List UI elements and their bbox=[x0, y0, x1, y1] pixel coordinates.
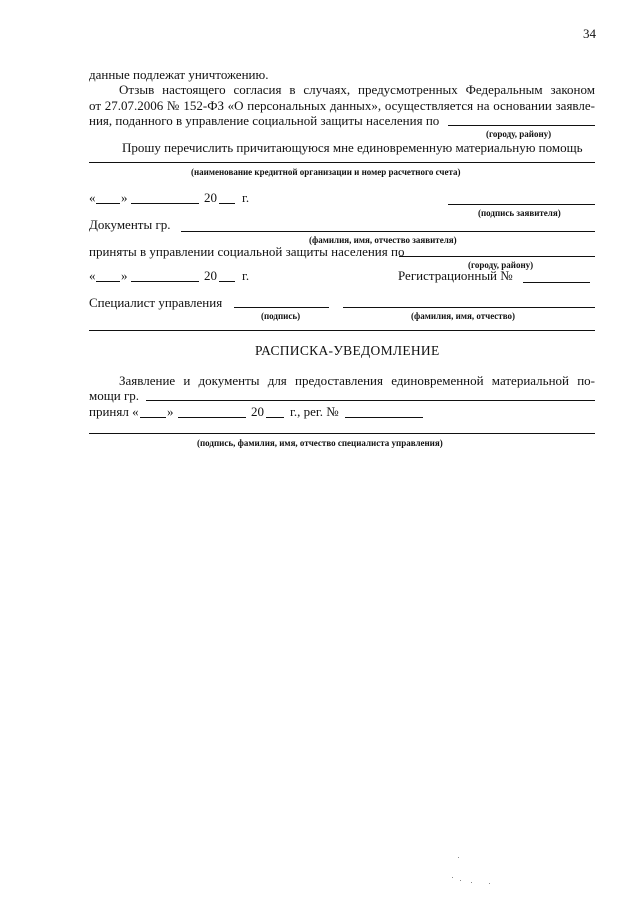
applicant-fio-field[interactable] bbox=[181, 231, 595, 232]
receipt-line-1: Заявление и документы для предоставления единовременной материальной по- bbox=[119, 373, 595, 388]
receipt-month-field[interactable] bbox=[178, 417, 246, 418]
receipt-title: РАСПИСКА-УВЕДОМЛЕНИЕ bbox=[255, 343, 440, 358]
date1-year-prefix: 20 bbox=[204, 190, 217, 205]
consent-line-1: данные подлежат уничтожению. bbox=[89, 67, 269, 82]
specialist-signature-field[interactable] bbox=[234, 307, 329, 308]
scan-speck bbox=[460, 880, 461, 881]
documents-label: Документы гр. bbox=[89, 217, 171, 232]
receipt-specialist-caption: (подпись, фамилия, имя, отчество специалиста управления) bbox=[197, 438, 443, 448]
scan-speck bbox=[471, 882, 472, 883]
registration-label: Регистрационный № bbox=[398, 268, 513, 283]
receipt-quote-close: » bbox=[167, 404, 174, 419]
date1-month-field[interactable] bbox=[131, 203, 199, 204]
date1-year-suffix: г. bbox=[242, 190, 250, 205]
date2-quote-open: « bbox=[89, 268, 96, 283]
date1-year-field[interactable] bbox=[219, 203, 235, 204]
date1-day-field[interactable] bbox=[96, 203, 120, 204]
scan-speck bbox=[458, 857, 459, 858]
date1-quote-close: » bbox=[121, 190, 128, 205]
registration-number-field[interactable] bbox=[523, 282, 590, 283]
consent-line-4: ния, поданного в управление социальной защиты населения по bbox=[89, 113, 440, 128]
bank-account-caption: (наименование кредитной организации и номер расчетного счета) bbox=[191, 167, 461, 177]
specialist-signature-caption: (подпись) bbox=[261, 311, 301, 321]
date2-day-field[interactable] bbox=[96, 281, 120, 282]
date1-quote-open: « bbox=[89, 190, 96, 205]
consent-city-field[interactable] bbox=[448, 125, 595, 126]
receipt-fio-field[interactable] bbox=[146, 400, 595, 401]
specialist-label: Специалист управления bbox=[89, 295, 223, 310]
receipt-year-prefix: 20 bbox=[251, 404, 264, 419]
consent-city-caption: (городу, району) bbox=[486, 129, 552, 139]
bank-account-field[interactable] bbox=[89, 162, 595, 163]
scan-speck bbox=[452, 877, 453, 878]
section-divider bbox=[89, 330, 595, 331]
applicant-signature-field[interactable] bbox=[448, 204, 595, 205]
documents-city-field[interactable] bbox=[399, 256, 595, 257]
receipt-accepted-prefix: принял « bbox=[89, 404, 139, 419]
date2-month-field[interactable] bbox=[131, 281, 199, 282]
scan-speck bbox=[489, 883, 490, 884]
request-text: Прошу перечислить причитающуюся мне единовременную материальную помощь bbox=[122, 140, 583, 155]
date2-year-prefix: 20 bbox=[204, 268, 217, 283]
date2-year-field[interactable] bbox=[219, 281, 235, 282]
receipt-reg-number-field[interactable] bbox=[345, 417, 423, 418]
applicant-fio-caption: (фамилия, имя, отчество заявителя) bbox=[309, 235, 457, 245]
consent-line-3: от 27.07.2006 № 152-ФЗ «О персональных данных», осуществляется на основании заявле- bbox=[89, 98, 595, 113]
receipt-accepted-suffix: г., рег. № bbox=[290, 404, 339, 419]
receipt-year-field[interactable] bbox=[266, 417, 284, 418]
applicant-signature-caption: (подпись заявителя) bbox=[478, 208, 561, 218]
receipt-specialist-field[interactable] bbox=[89, 433, 595, 434]
page-number: 34 bbox=[583, 26, 596, 41]
specialist-fio-field[interactable] bbox=[343, 307, 595, 308]
receipt-line-2: мощи гр. bbox=[89, 388, 140, 403]
receipt-day-field[interactable] bbox=[140, 417, 166, 418]
specialist-fio-caption: (фамилия, имя, отчество) bbox=[411, 311, 516, 321]
documents-accepted-text: приняты в управлении социальной защиты населения по bbox=[89, 244, 405, 259]
consent-line-2: Отзыв настоящего согласия в случаях, предусмотренных Федеральным законом bbox=[119, 82, 595, 97]
documents-city-caption: (городу, району) bbox=[468, 260, 534, 270]
date2-year-suffix: г. bbox=[242, 268, 250, 283]
date2-quote-close: » bbox=[121, 268, 128, 283]
